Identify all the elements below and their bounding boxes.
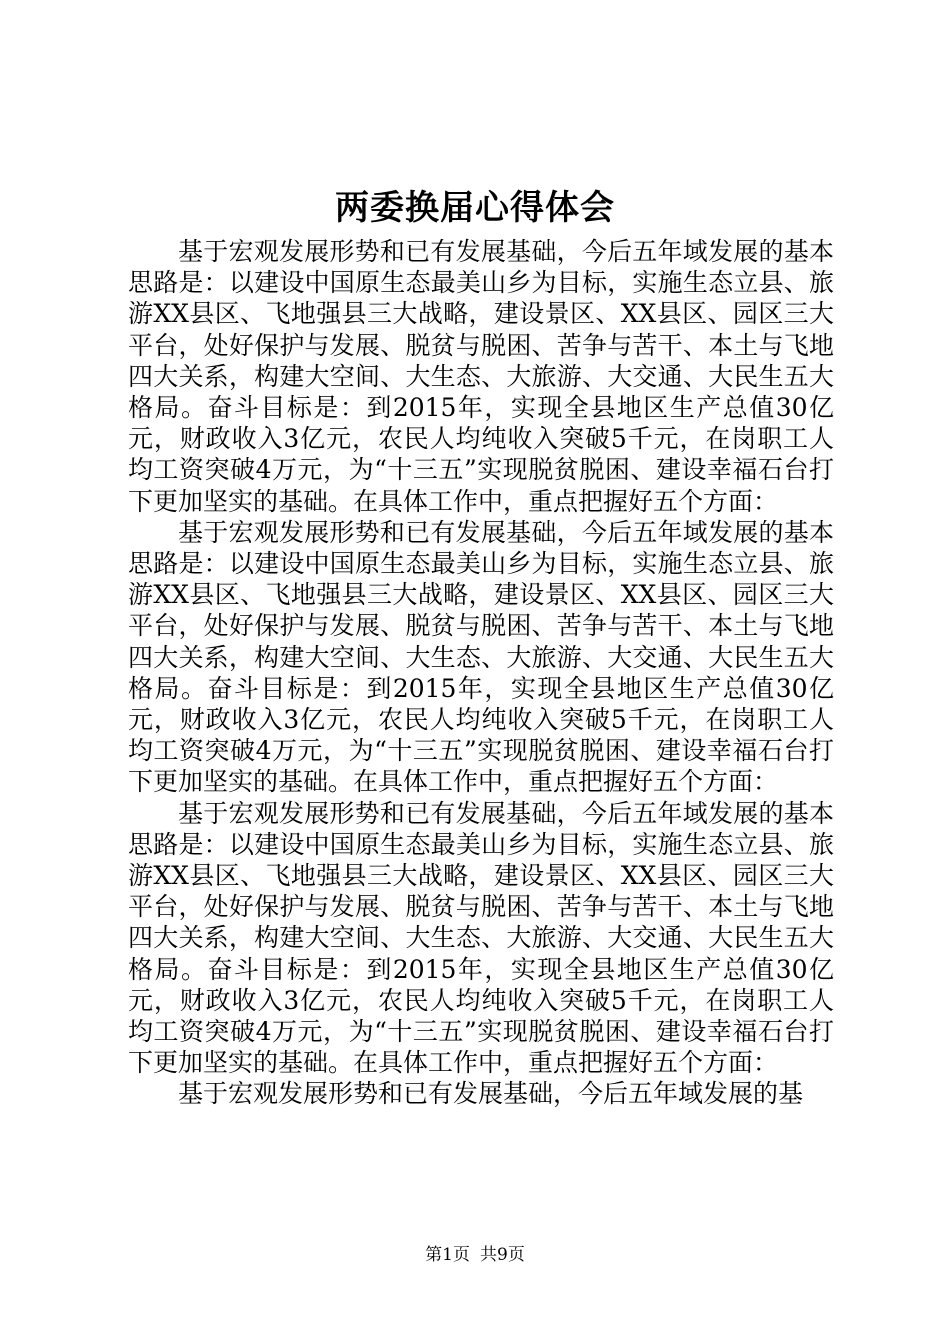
body-paragraph: 基于宏观发展形势和已有发展基础，今后五年域发展的基 <box>178 1079 804 1109</box>
page-number: 第1页 <box>425 1245 470 1265</box>
document-title: 两委换届心得体会 <box>335 188 615 228</box>
body-paragraph: 基于宏观发展形势和已有发展基础，今后五年域发展的基本思路是：以建设中国原生态最美山乡为目标，实施生态立县、旅游XX县区、飞地强县三大战略，建设景区、XX县区、园区三大平台，处好保护与发展、脱贫与脱困、苦争与苦干、本土与飞地四大关系，构建大空间、大生态、大旅游、大交通、大民生五大格局。奋斗目标是：到2015年，实现全县地区生产总值30亿元，财政收入3亿元，农民人均纯收入突破5千元，在岗职工人均工资突破4万元，为“十三五”实现脱贫脱困、建设幸福石台打下更加坚实的基础。在具体工作中，重点把握好五个方面： <box>128 237 834 516</box>
document-body <box>128 236 834 1110</box>
body-paragraph: 基于宏观发展形势和已有发展基础，今后五年域发展的基本思路是：以建设中国原生态最美山乡为目标，实施生态立县、旅游XX县区、飞地强县三大战略，建设景区、XX县区、园区三大平台，处好保护与发展、脱贫与脱困、苦争与苦干、本土与飞地四大关系，构建大空间、大生态、大旅游、大交通、大民生五大格局。奋斗目标是：到2015年，实现全县地区生产总值30亿元，财政收入3亿元，农民人均纯收入突破5千元，在岗职工人均工资突破4万元，为“十三五”实现脱贫脱困、建设幸福石台打下更加坚实的基础。在具体工作中，重点把握好五个方面： <box>128 517 834 797</box>
page-footer <box>0 1243 950 1267</box>
page-total: 共9页 <box>480 1245 525 1265</box>
body-paragraph: 基于宏观发展形势和已有发展基础，今后五年域发展的基本思路是：以建设中国原生态最美山乡为目标，实施生态立县、旅游XX县区、飞地强县三大战略，建设景区、XX县区、园区三大平台，处好保护与发展、脱贫与脱困、苦争与苦干、本土与飞地四大关系，构建大空间、大生态、大旅游、大交通、大民生五大格局。奋斗目标是：到2015年，实现全县地区生产总值30亿元，财政收入3亿元，农民人均纯收入突破5千元，在岗职工人均工资突破4万元，为“十三五”实现脱贫脱困、建设幸福石台打下更加坚实的基础。在具体工作中，重点把握好五个方面： <box>128 798 834 1078</box>
